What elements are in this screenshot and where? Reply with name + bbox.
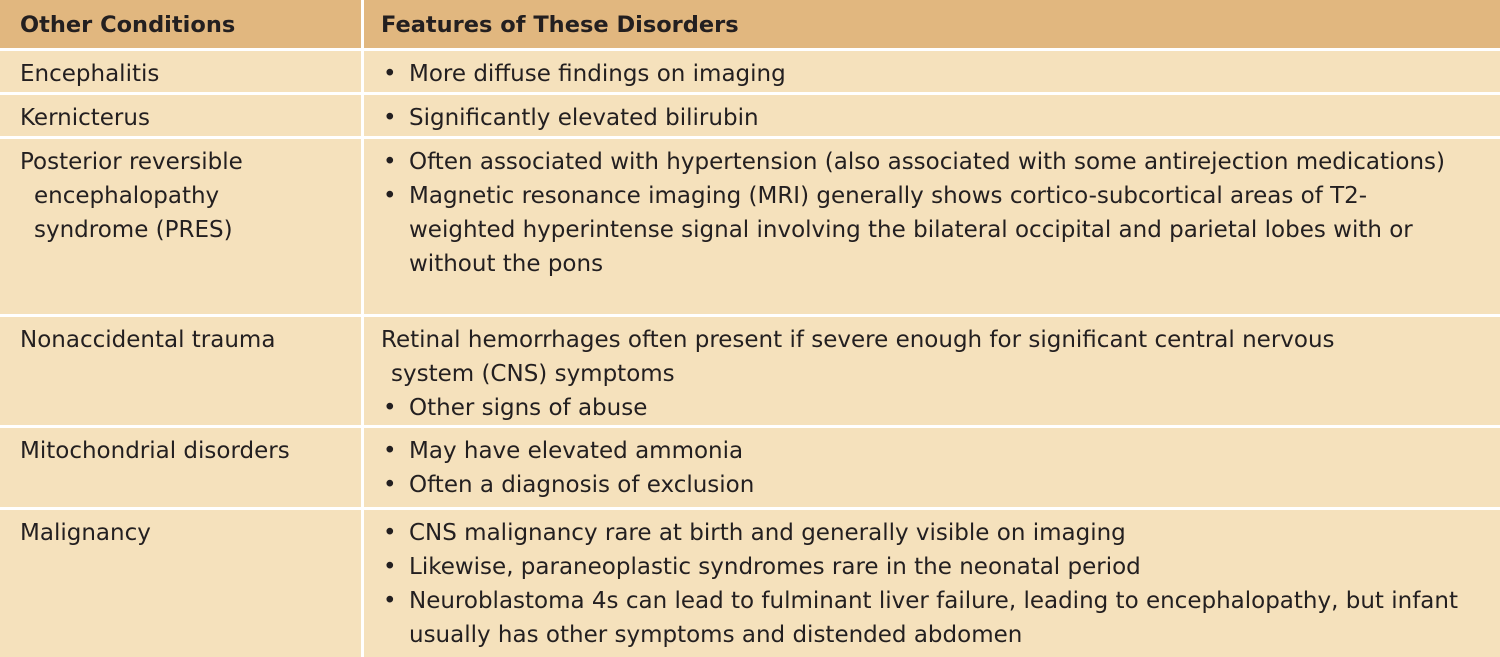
- condition-name: [20, 323, 355, 357]
- feature-item: [381, 101, 1470, 135]
- features-list: [381, 57, 1470, 91]
- feature-text: Often associated with hypertension (also associated with some antirejection medications): [409, 149, 1445, 175]
- feature-text: Often a diagnosis of exclusion: [409, 472, 755, 498]
- column-divider: [361, 0, 364, 657]
- row-divider: [0, 425, 1500, 428]
- condition-name: [20, 516, 355, 550]
- condition-cell: [0, 51, 361, 92]
- bullet-icon: •: [383, 61, 397, 87]
- features-list: [381, 516, 1470, 652]
- feature-item: [381, 434, 1470, 468]
- features-cell: [364, 51, 1500, 92]
- feature-item: [381, 323, 1470, 391]
- bullet-icon: •: [383, 554, 397, 580]
- features-list: [381, 434, 1470, 502]
- condition-name: [20, 434, 355, 468]
- row-divider: [0, 507, 1500, 510]
- condition-line: Malignancy: [20, 520, 151, 546]
- feature-text: Significantly elevated bilirubin: [409, 105, 759, 131]
- feature-item: [381, 516, 1470, 550]
- features-cell: [364, 428, 1500, 507]
- condition-line: Nonaccidental trauma: [20, 327, 276, 353]
- features-cell: [364, 139, 1500, 314]
- header-cell-conditions: [0, 0, 361, 48]
- feature-text: Neuroblastoma 4s can lead to fulminant liver failure, leading to encephalopathy, but infant usually has other symptoms and distended abdomen: [409, 588, 1458, 648]
- bullet-icon: •: [383, 472, 397, 498]
- condition-line: Encephalitis: [20, 61, 160, 87]
- features-cell: [364, 510, 1500, 657]
- feature-text: Other signs of abuse: [409, 395, 648, 421]
- features-list: [381, 145, 1470, 281]
- features-cell: [364, 95, 1500, 136]
- bullet-icon: •: [383, 588, 397, 614]
- header-features: Features of These Disorders: [381, 12, 739, 38]
- table-header-row: [0, 0, 1500, 48]
- header-cell-features: [364, 0, 1500, 48]
- condition-line: syndrome (PRES): [34, 217, 233, 243]
- condition-line: Posterior reversible: [20, 149, 243, 175]
- row-divider: [0, 92, 1500, 95]
- condition-cell: [0, 317, 361, 425]
- feature-text: Likewise, paraneoplastic syndromes rare in the neonatal period: [409, 554, 1141, 580]
- bullet-icon: •: [383, 438, 397, 464]
- feature-item: [381, 179, 1470, 281]
- bullet-icon: •: [383, 520, 397, 546]
- condition-name: [20, 145, 355, 247]
- feature-item: [381, 391, 1470, 425]
- condition-cell: [0, 139, 361, 314]
- table-row: [0, 51, 1500, 92]
- row-divider: [0, 48, 1500, 51]
- table-row: [0, 139, 1500, 314]
- features-list: [381, 323, 1470, 425]
- row-divider: [0, 136, 1500, 139]
- condition-line: Kernicterus: [20, 105, 150, 131]
- bullet-icon: •: [383, 105, 397, 131]
- feature-text: More diffuse findings on imaging: [409, 61, 786, 87]
- feature-item: [381, 468, 1470, 502]
- feature-text: Magnetic resonance imaging (MRI) generally shows cortico-subcortical areas of T2-weighted hyperintense signal involving the bilateral occipital and parietal lobes with or without the pons: [409, 183, 1413, 277]
- condition-name: [20, 101, 355, 135]
- feature-text: Retinal hemorrhages often present if severe enough for significant central nervous system (CNS) symptoms: [381, 327, 1335, 387]
- bullet-icon: •: [383, 183, 397, 209]
- condition-line: Mitochondrial disorders: [20, 438, 290, 464]
- features-cell: [364, 317, 1500, 425]
- table-row: [0, 510, 1500, 657]
- bullet-icon: •: [383, 395, 397, 421]
- condition-cell: [0, 95, 361, 136]
- bullet-icon: •: [383, 149, 397, 175]
- feature-text: May have elevated ammonia: [409, 438, 744, 464]
- feature-item: [381, 584, 1470, 652]
- table-row: [0, 428, 1500, 507]
- condition-cell: [0, 510, 361, 657]
- header-conditions: Other Conditions: [20, 12, 236, 38]
- row-divider: [0, 314, 1500, 317]
- feature-text: CNS malignancy rare at birth and generally visible on imaging: [409, 520, 1126, 546]
- feature-item: [381, 145, 1470, 179]
- condition-cell: [0, 428, 361, 507]
- features-list: [381, 101, 1470, 135]
- table-row: [0, 317, 1500, 425]
- condition-name: [20, 57, 355, 91]
- feature-item: [381, 57, 1470, 91]
- feature-item: [381, 550, 1470, 584]
- table-row: [0, 95, 1500, 136]
- condition-line: encephalopathy: [34, 183, 220, 209]
